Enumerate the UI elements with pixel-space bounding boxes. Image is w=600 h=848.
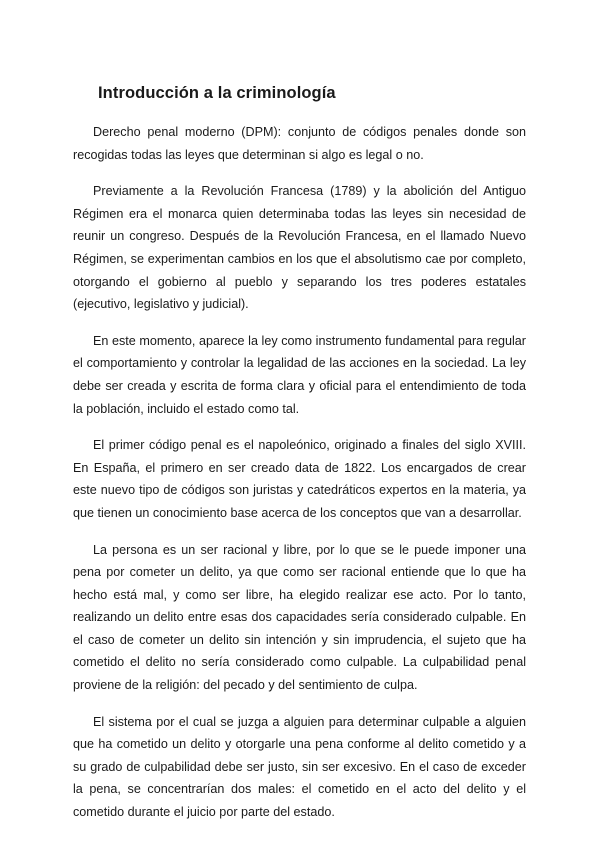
- document-title: Introducción a la criminología: [98, 84, 336, 102]
- document-body: [73, 121, 526, 838]
- paragraph-justice-system: El sistema por el cual se juzga a alguien para determinar culpable a alguien que ha cometido un delito y otorgarle una pena conforme al delito cometido y a su grado de culpabilidad debe ser justo, sin ser excesivo. En el caso de exceder la pena, se concentrarían dos males: el cometido en el acto del delito y el cometido durante el juicio por parte del estado.: [73, 714, 526, 820]
- paragraph-law-instrument: En este momento, aparece la ley como instrumento fundamental para regular el comportamiento y controlar la legalidad de las acciones en la sociedad. La ley debe ser creada y escrita de forma clara y oficial para el entendimiento de toda la población, incluido el estado como tal.: [73, 333, 526, 416]
- paragraph-rational-person: La persona es un ser racional y libre, por lo que se le puede imponer una pena por cometer un delito, ya que como ser racional entiende que lo que ha hecho está mal, y como ser libre, ha elegido realizar ese acto. Por lo tanto, realizando un delito entre esas dos capacidades sería considerado culpable. En el caso de cometer un delito sin intención y sin imprudencia, el sujeto que ha cometido el delito no sería considerado como culpable. La culpabilidad penal proviene de la religión: del pecado y del sentimiento de culpa.: [73, 542, 526, 693]
- paragraph-first-penal-code: El primer código penal es el napoleónico, originado a finales del siglo XVIII. En España, el primero en ser creado data de 1822. Los encargados de crear este nuevo tipo de códigos son juristas y catedráticos expertos en la materia, ya que tienen un conocimiento base acerca de los conceptos que van a desarrollar.: [73, 438, 526, 520]
- paragraph-dpm-definition: Derecho penal moderno (DPM): conjunto de códigos penales donde son recogidas todas las leyes que determinan si algo es legal o no.: [73, 125, 526, 162]
- paragraph-french-revolution: Previamente a la Revolución Francesa (1789) y la abolición del Antiguo Régimen era el monarca quien determinaba todas las leyes sin necesidad de reunir un congreso. Después de la Revolución Francesa, en el llamado Nuevo Régimen, se experimentan cambios en los que el absolutismo cae por completo, otorgando el gobierno al pueblo y separando los tres poderes estatales (ejecutivo, legislativo y judicial).: [73, 184, 526, 312]
